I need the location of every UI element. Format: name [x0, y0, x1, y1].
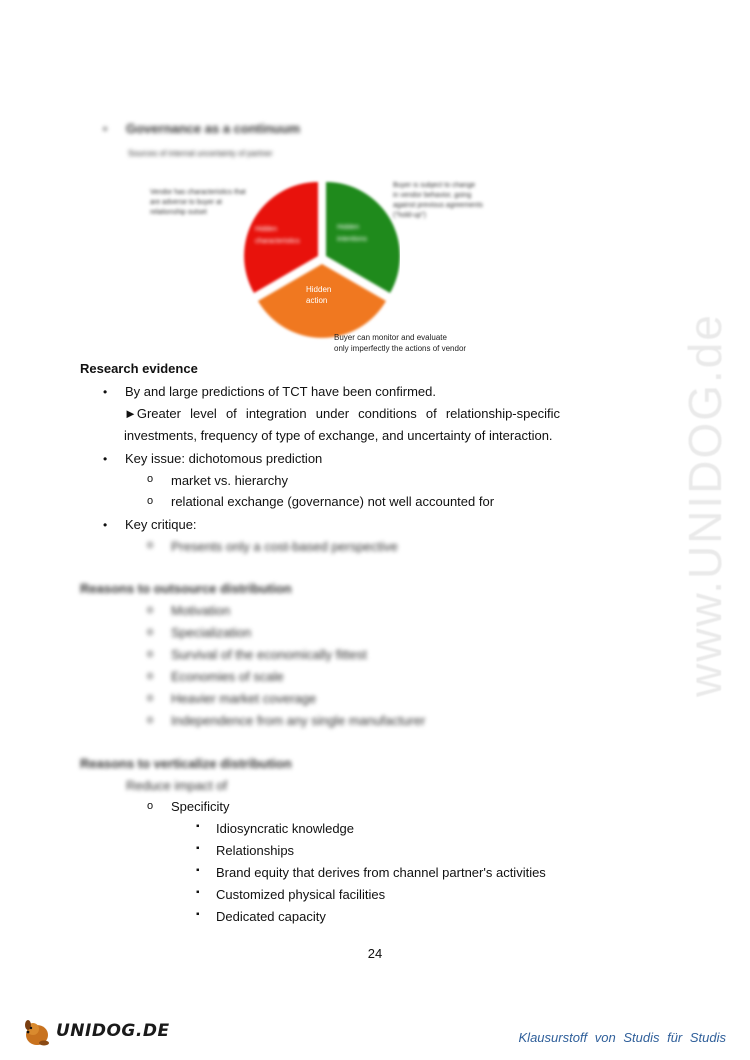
- research-bullet-2: Key issue: dichotomous prediction: [125, 451, 323, 466]
- slice-label-3b: action: [306, 296, 328, 305]
- footer-tagline: Klausurstoff von Studis für Studis: [518, 1030, 726, 1045]
- research-arrow-line-1: ►Greater level of integration under conditions of relationship-specific: [124, 406, 560, 421]
- sub-marker: o: [147, 692, 154, 704]
- outsource-heading: Reasons to outsource distribution: [80, 581, 292, 596]
- verticalize-item: Brand equity that derives from channel partner's activities: [216, 865, 546, 880]
- governance-pie-diagram: [240, 172, 400, 342]
- research-sub-2: relational exchange (governance) not well accounted for: [171, 494, 495, 509]
- bullet: •: [103, 452, 108, 466]
- right-note-3: against previous agreements: [393, 202, 483, 209]
- unidog-logo: [22, 1014, 170, 1048]
- bottom-note-2: only imperfectly the actions of vendor: [334, 344, 467, 353]
- verticalize-sub: Specificity: [171, 799, 230, 814]
- diagram-subtitle: Sources of internal uncertainty of partner: [128, 149, 273, 158]
- sub-marker: o: [147, 648, 154, 660]
- section-title-continuum: Governance as a continuum: [126, 121, 301, 136]
- bullet: •: [103, 385, 108, 399]
- sub-marker: o: [147, 604, 154, 616]
- research-heading: Research evidence: [80, 361, 198, 376]
- right-note-2: in vendor behavior, going: [393, 192, 472, 199]
- verticalize-item: Customized physical facilities: [216, 887, 386, 902]
- sub-marker: o: [147, 626, 154, 638]
- square-bullet: ▪: [196, 843, 200, 854]
- left-note-3: relationship outset: [150, 209, 207, 216]
- watermark: www.UNIDOG.de: [679, 313, 731, 697]
- sub-marker: o: [147, 495, 154, 507]
- sub-marker: o: [147, 539, 154, 551]
- square-bullet: ▪: [196, 865, 200, 876]
- sub-marker: o: [147, 473, 154, 485]
- bullet: •: [103, 122, 108, 136]
- right-note-4: ("hold-up"): [393, 212, 426, 219]
- verticalize-intro: Reduce impact of: [126, 778, 228, 793]
- outsource-item: Motivation: [171, 603, 231, 618]
- verticalize-item: Dedicated capacity: [216, 909, 326, 924]
- left-note-2: are adverse to buyer at: [150, 199, 222, 206]
- square-bullet: ▪: [196, 821, 200, 832]
- slice-label-2a: Hidden: [337, 224, 360, 231]
- sub-marker: o: [147, 800, 154, 812]
- sub-marker: o: [147, 714, 154, 726]
- slice-label-1b: characteristics: [255, 238, 300, 245]
- slice-label-2b: intentions: [337, 236, 367, 243]
- logo-text: UNIDOG.DE: [56, 1021, 170, 1041]
- square-bullet: ▪: [196, 887, 200, 898]
- verticalize-item: Relationships: [216, 843, 295, 858]
- dog-icon: [22, 1015, 52, 1047]
- bottom-note-1: Buyer can monitor and evaluate: [334, 333, 447, 342]
- slice-label-1a: Hidden: [255, 226, 278, 233]
- research-bullet-1: By and large predictions of TCT have been confirmed.: [125, 384, 436, 399]
- verticalize-item: Idiosyncratic knowledge: [216, 821, 355, 836]
- outsource-item: Independence from any single manufacturer: [171, 713, 426, 728]
- sub-marker: o: [147, 670, 154, 682]
- square-bullet: ▪: [196, 909, 200, 920]
- outsource-item: Specialization: [171, 625, 252, 640]
- research-sub-3: Presents only a cost-based perspective: [171, 539, 398, 554]
- verticalize-heading: Reasons to verticalize distribution: [80, 756, 292, 771]
- outsource-item: Heavier market coverage: [171, 691, 317, 706]
- outsource-item: Economies of scale: [171, 669, 284, 684]
- page-number: 24: [367, 946, 383, 961]
- left-note-1: Vendor has characteristics that: [150, 189, 246, 196]
- outsource-item: Survival of the economically fittest: [171, 647, 367, 662]
- research-arrow-line-2: investments, frequency of type of exchange, and uncertainty of interaction.: [124, 428, 553, 443]
- slice-label-3a: Hidden: [306, 285, 332, 294]
- research-bullet-3: Key critique:: [125, 517, 197, 532]
- right-note-1: Buyer is subject to change: [393, 182, 476, 189]
- bullet: •: [103, 518, 108, 532]
- research-sub-1: market vs. hierarchy: [171, 473, 289, 488]
